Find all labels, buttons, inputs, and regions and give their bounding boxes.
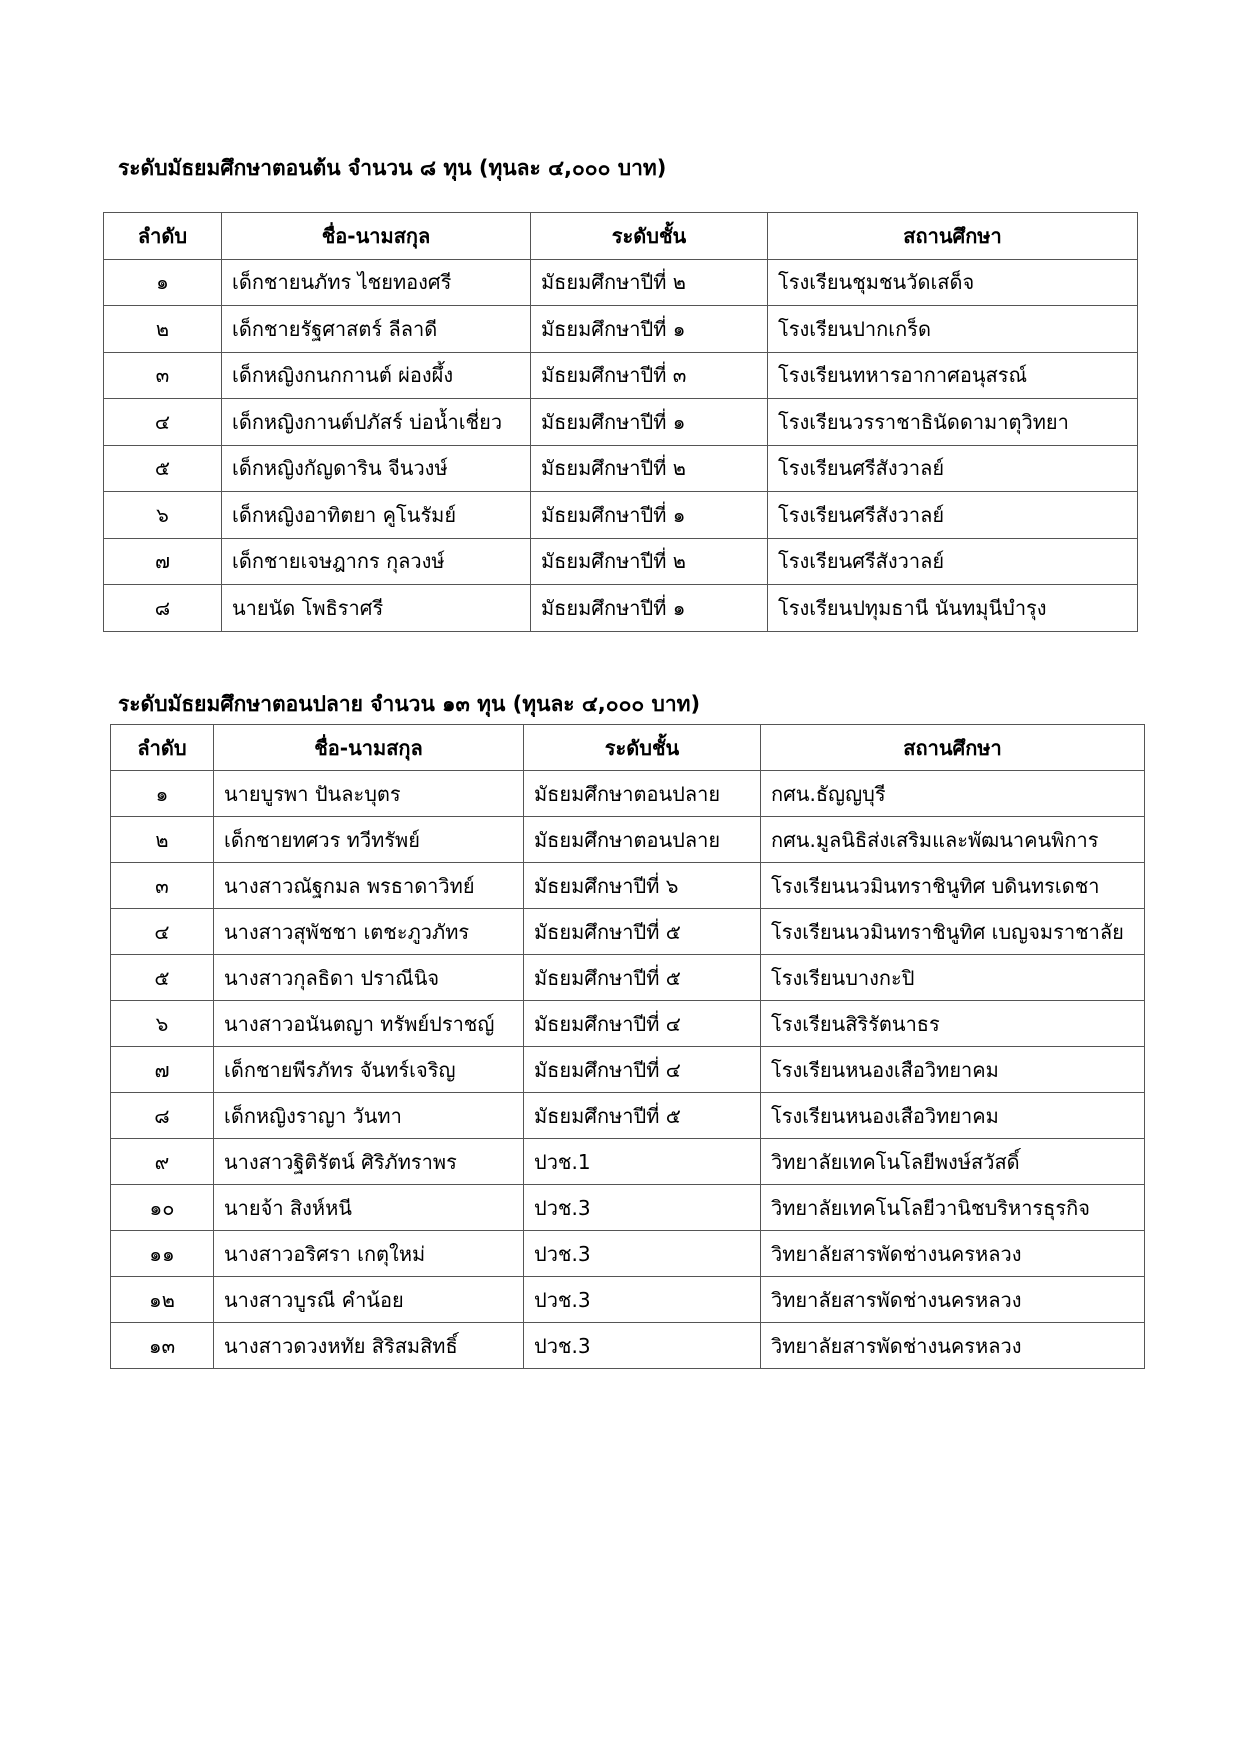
cell-school: โรงเรียนสิริรัตนาธร xyxy=(761,1001,1145,1047)
table-row xyxy=(111,1185,1145,1231)
cell-name: นายบูรพา ปันละบุตร xyxy=(214,771,524,817)
cell-school: กศน.มูลนิธิส่งเสริมและพัฒนาคนพิการ xyxy=(761,817,1145,863)
table-row xyxy=(104,445,1138,492)
cell-name: เด็กหญิงกานต์ปภัสร์ บ่อน้ำเชี่ยว xyxy=(222,399,531,446)
cell-school: วิทยาลัยเทคโนโลยีพงษ์สวัสดิ์ xyxy=(761,1139,1145,1185)
cell-school: วิทยาลัยสารพัดช่างนครหลวง xyxy=(761,1323,1145,1369)
table-row xyxy=(104,306,1138,353)
cell-order: ๔ xyxy=(111,909,214,955)
cell-level: มัธยมศึกษาปีที่ ๓ xyxy=(531,352,768,399)
cell-level: มัธยมศึกษาปีที่ ๔ xyxy=(524,1047,761,1093)
cell-order: ๑ xyxy=(111,771,214,817)
table-row xyxy=(111,955,1145,1001)
cell-level: มัธยมศึกษาปีที่ ๕ xyxy=(524,909,761,955)
cell-school: วิทยาลัยเทคโนโลยีวานิชบริหารธุรกิจ xyxy=(761,1185,1145,1231)
cell-school: โรงเรียนนวมินทราชินูทิศ เบญจมราชาลัย xyxy=(761,909,1145,955)
cell-level: มัธยมศึกษาปีที่ ๑ xyxy=(531,306,768,353)
cell-name: นางสาวกุลธิดา ปราณีนิจ xyxy=(214,955,524,1001)
cell-order: ๑๑ xyxy=(111,1231,214,1277)
cell-level: ปวช.1 xyxy=(524,1139,761,1185)
table-row xyxy=(111,1231,1145,1277)
cell-level: มัธยมศึกษาปีที่ ๒ xyxy=(531,538,768,585)
table-header-row xyxy=(104,213,1138,260)
cell-name: นางสาวดวงหทัย สิริสมสิทธิ์ xyxy=(214,1323,524,1369)
table-row xyxy=(111,1047,1145,1093)
cell-order: ๓ xyxy=(111,863,214,909)
cell-school: วิทยาลัยสารพัดช่างนครหลวง xyxy=(761,1231,1145,1277)
cell-school: โรงเรียนนวมินทราชินูทิศ บดินทรเดชา xyxy=(761,863,1145,909)
cell-name: นางสาวฐิติรัตน์ ศิริภัทราพร xyxy=(214,1139,524,1185)
table-row xyxy=(104,585,1138,632)
cell-name: เด็กหญิงราญา วันทา xyxy=(214,1093,524,1139)
cell-order: ๖ xyxy=(111,1001,214,1047)
cell-order: ๗ xyxy=(104,538,222,585)
cell-name: เด็กหญิงอาทิตยา คูโนรัมย์ xyxy=(222,492,531,539)
cell-school: โรงเรียนศรีสังวาลย์ xyxy=(768,492,1138,539)
table-row xyxy=(104,352,1138,399)
cell-level: มัธยมศึกษาปีที่ ๕ xyxy=(524,955,761,1001)
cell-school: วิทยาลัยสารพัดช่างนครหลวง xyxy=(761,1277,1145,1323)
cell-name: นางสาวณัฐกมล พรธาดาวิทย์ xyxy=(214,863,524,909)
table-row xyxy=(104,538,1138,585)
cell-name: นางสาวอนันตญา ทรัพย์ปราชญ์ xyxy=(214,1001,524,1047)
cell-level: มัธยมศึกษาปีที่ ๑ xyxy=(531,492,768,539)
table-row xyxy=(111,1001,1145,1047)
cell-name: นางสาวสุพัชชา เตชะภูวภัทร xyxy=(214,909,524,955)
cell-level: มัธยมศึกษาปีที่ ๑ xyxy=(531,399,768,446)
cell-name: เด็กชายนภัทร ไชยทองศรี xyxy=(222,259,531,306)
cell-level: มัธยมศึกษาปีที่ ๕ xyxy=(524,1093,761,1139)
cell-level: มัธยมศึกษาตอนปลาย xyxy=(524,817,761,863)
cell-level: มัธยมศึกษาปีที่ ๖ xyxy=(524,863,761,909)
cell-order: ๙ xyxy=(111,1139,214,1185)
table-row xyxy=(104,259,1138,306)
cell-order: ๕ xyxy=(104,445,222,492)
cell-school: โรงเรียนหนองเสือวิทยาคม xyxy=(761,1093,1145,1139)
scholarship-table-upper-secondary xyxy=(110,724,1145,1369)
cell-order: ๒ xyxy=(111,817,214,863)
table-row xyxy=(111,817,1145,863)
cell-name: เด็กชายพีรภัทร จันทร์เจริญ xyxy=(214,1047,524,1093)
cell-school: โรงเรียนทหารอากาศอนุสรณ์ xyxy=(768,352,1138,399)
section-heading-lower-secondary: ระดับมัธยมศึกษาตอนต้น จำนวน ๘ ทุน (ทุนละ ๔,๐๐๐ บาท) xyxy=(118,156,667,180)
cell-school: โรงเรียนชุมชนวัดเสด็จ xyxy=(768,259,1138,306)
cell-order: ๘ xyxy=(104,585,222,632)
table-row xyxy=(111,1093,1145,1139)
table-row xyxy=(104,492,1138,539)
cell-school: โรงเรียนหนองเสือวิทยาคม xyxy=(761,1047,1145,1093)
cell-order: ๑ xyxy=(104,259,222,306)
cell-name: เด็กหญิงกัญดาริน จีนวงษ์ xyxy=(222,445,531,492)
cell-order: ๓ xyxy=(104,352,222,399)
table-row xyxy=(111,1323,1145,1369)
cell-order: ๔ xyxy=(104,399,222,446)
cell-level: มัธยมศึกษาปีที่ ๒ xyxy=(531,445,768,492)
column-header-order: ลำดับ xyxy=(104,213,222,260)
cell-order: ๑๒ xyxy=(111,1277,214,1323)
cell-order: ๑๐ xyxy=(111,1185,214,1231)
cell-level: มัธยมศึกษาปีที่ ๔ xyxy=(524,1001,761,1047)
cell-level: ปวช.3 xyxy=(524,1323,761,1369)
column-header-school: สถานศึกษา xyxy=(768,213,1138,260)
cell-name: เด็กหญิงกนกกานต์ ผ่องผึ้ง xyxy=(222,352,531,399)
table-row xyxy=(111,1277,1145,1323)
cell-name: นางสาวบูรณี คำน้อย xyxy=(214,1277,524,1323)
table-header-row xyxy=(111,725,1145,771)
cell-school: โรงเรียนศรีสังวาลย์ xyxy=(768,538,1138,585)
cell-level: ปวช.3 xyxy=(524,1277,761,1323)
section-heading-upper-secondary: ระดับมัธยมศึกษาตอนปลาย จำนวน ๑๓ ทุน (ทุนละ ๔,๐๐๐ บาท) xyxy=(118,692,701,716)
cell-level: มัธยมศึกษาปีที่ ๑ xyxy=(531,585,768,632)
column-header-name: ชื่อ-นามสกุล xyxy=(222,213,531,260)
table-row xyxy=(104,399,1138,446)
cell-order: ๒ xyxy=(104,306,222,353)
cell-level: มัธยมศึกษาปีที่ ๒ xyxy=(531,259,768,306)
cell-school: โรงเรียนวรราชาธินัดดามาตุวิทยา xyxy=(768,399,1138,446)
column-header-level: ระดับชั้น xyxy=(531,213,768,260)
cell-school: กศน.ธัญญบุรี xyxy=(761,771,1145,817)
scholarship-table-lower-secondary xyxy=(103,212,1138,632)
cell-level: ปวช.3 xyxy=(524,1185,761,1231)
cell-name: นายนัด โพธิราศรี xyxy=(222,585,531,632)
column-header-order: ลำดับ xyxy=(111,725,214,771)
table-row xyxy=(111,1139,1145,1185)
column-header-name: ชื่อ-นามสกุล xyxy=(214,725,524,771)
cell-name: นายจ้า สิงห์หนี xyxy=(214,1185,524,1231)
cell-name: เด็กชายรัฐศาสตร์ ลีลาดี xyxy=(222,306,531,353)
cell-name: นางสาวอริศรา เกตุใหม่ xyxy=(214,1231,524,1277)
table-row xyxy=(111,863,1145,909)
column-header-school: สถานศึกษา xyxy=(761,725,1145,771)
cell-school: โรงเรียนศรีสังวาลย์ xyxy=(768,445,1138,492)
table-row xyxy=(111,771,1145,817)
table-row xyxy=(111,909,1145,955)
cell-school: โรงเรียนปทุมธานี นันทมุนีบำรุง xyxy=(768,585,1138,632)
cell-name: เด็กชายทศวร ทวีทรัพย์ xyxy=(214,817,524,863)
cell-order: ๗ xyxy=(111,1047,214,1093)
cell-order: ๕ xyxy=(111,955,214,1001)
cell-level: ปวช.3 xyxy=(524,1231,761,1277)
cell-order: ๑๓ xyxy=(111,1323,214,1369)
cell-school: โรงเรียนบางกะปิ xyxy=(761,955,1145,1001)
cell-order: ๘ xyxy=(111,1093,214,1139)
column-header-level: ระดับชั้น xyxy=(524,725,761,771)
cell-name: เด็กชายเจษฎากร กุลวงษ์ xyxy=(222,538,531,585)
cell-order: ๖ xyxy=(104,492,222,539)
cell-school: โรงเรียนปากเกร็ด xyxy=(768,306,1138,353)
cell-level: มัธยมศึกษาตอนปลาย xyxy=(524,771,761,817)
